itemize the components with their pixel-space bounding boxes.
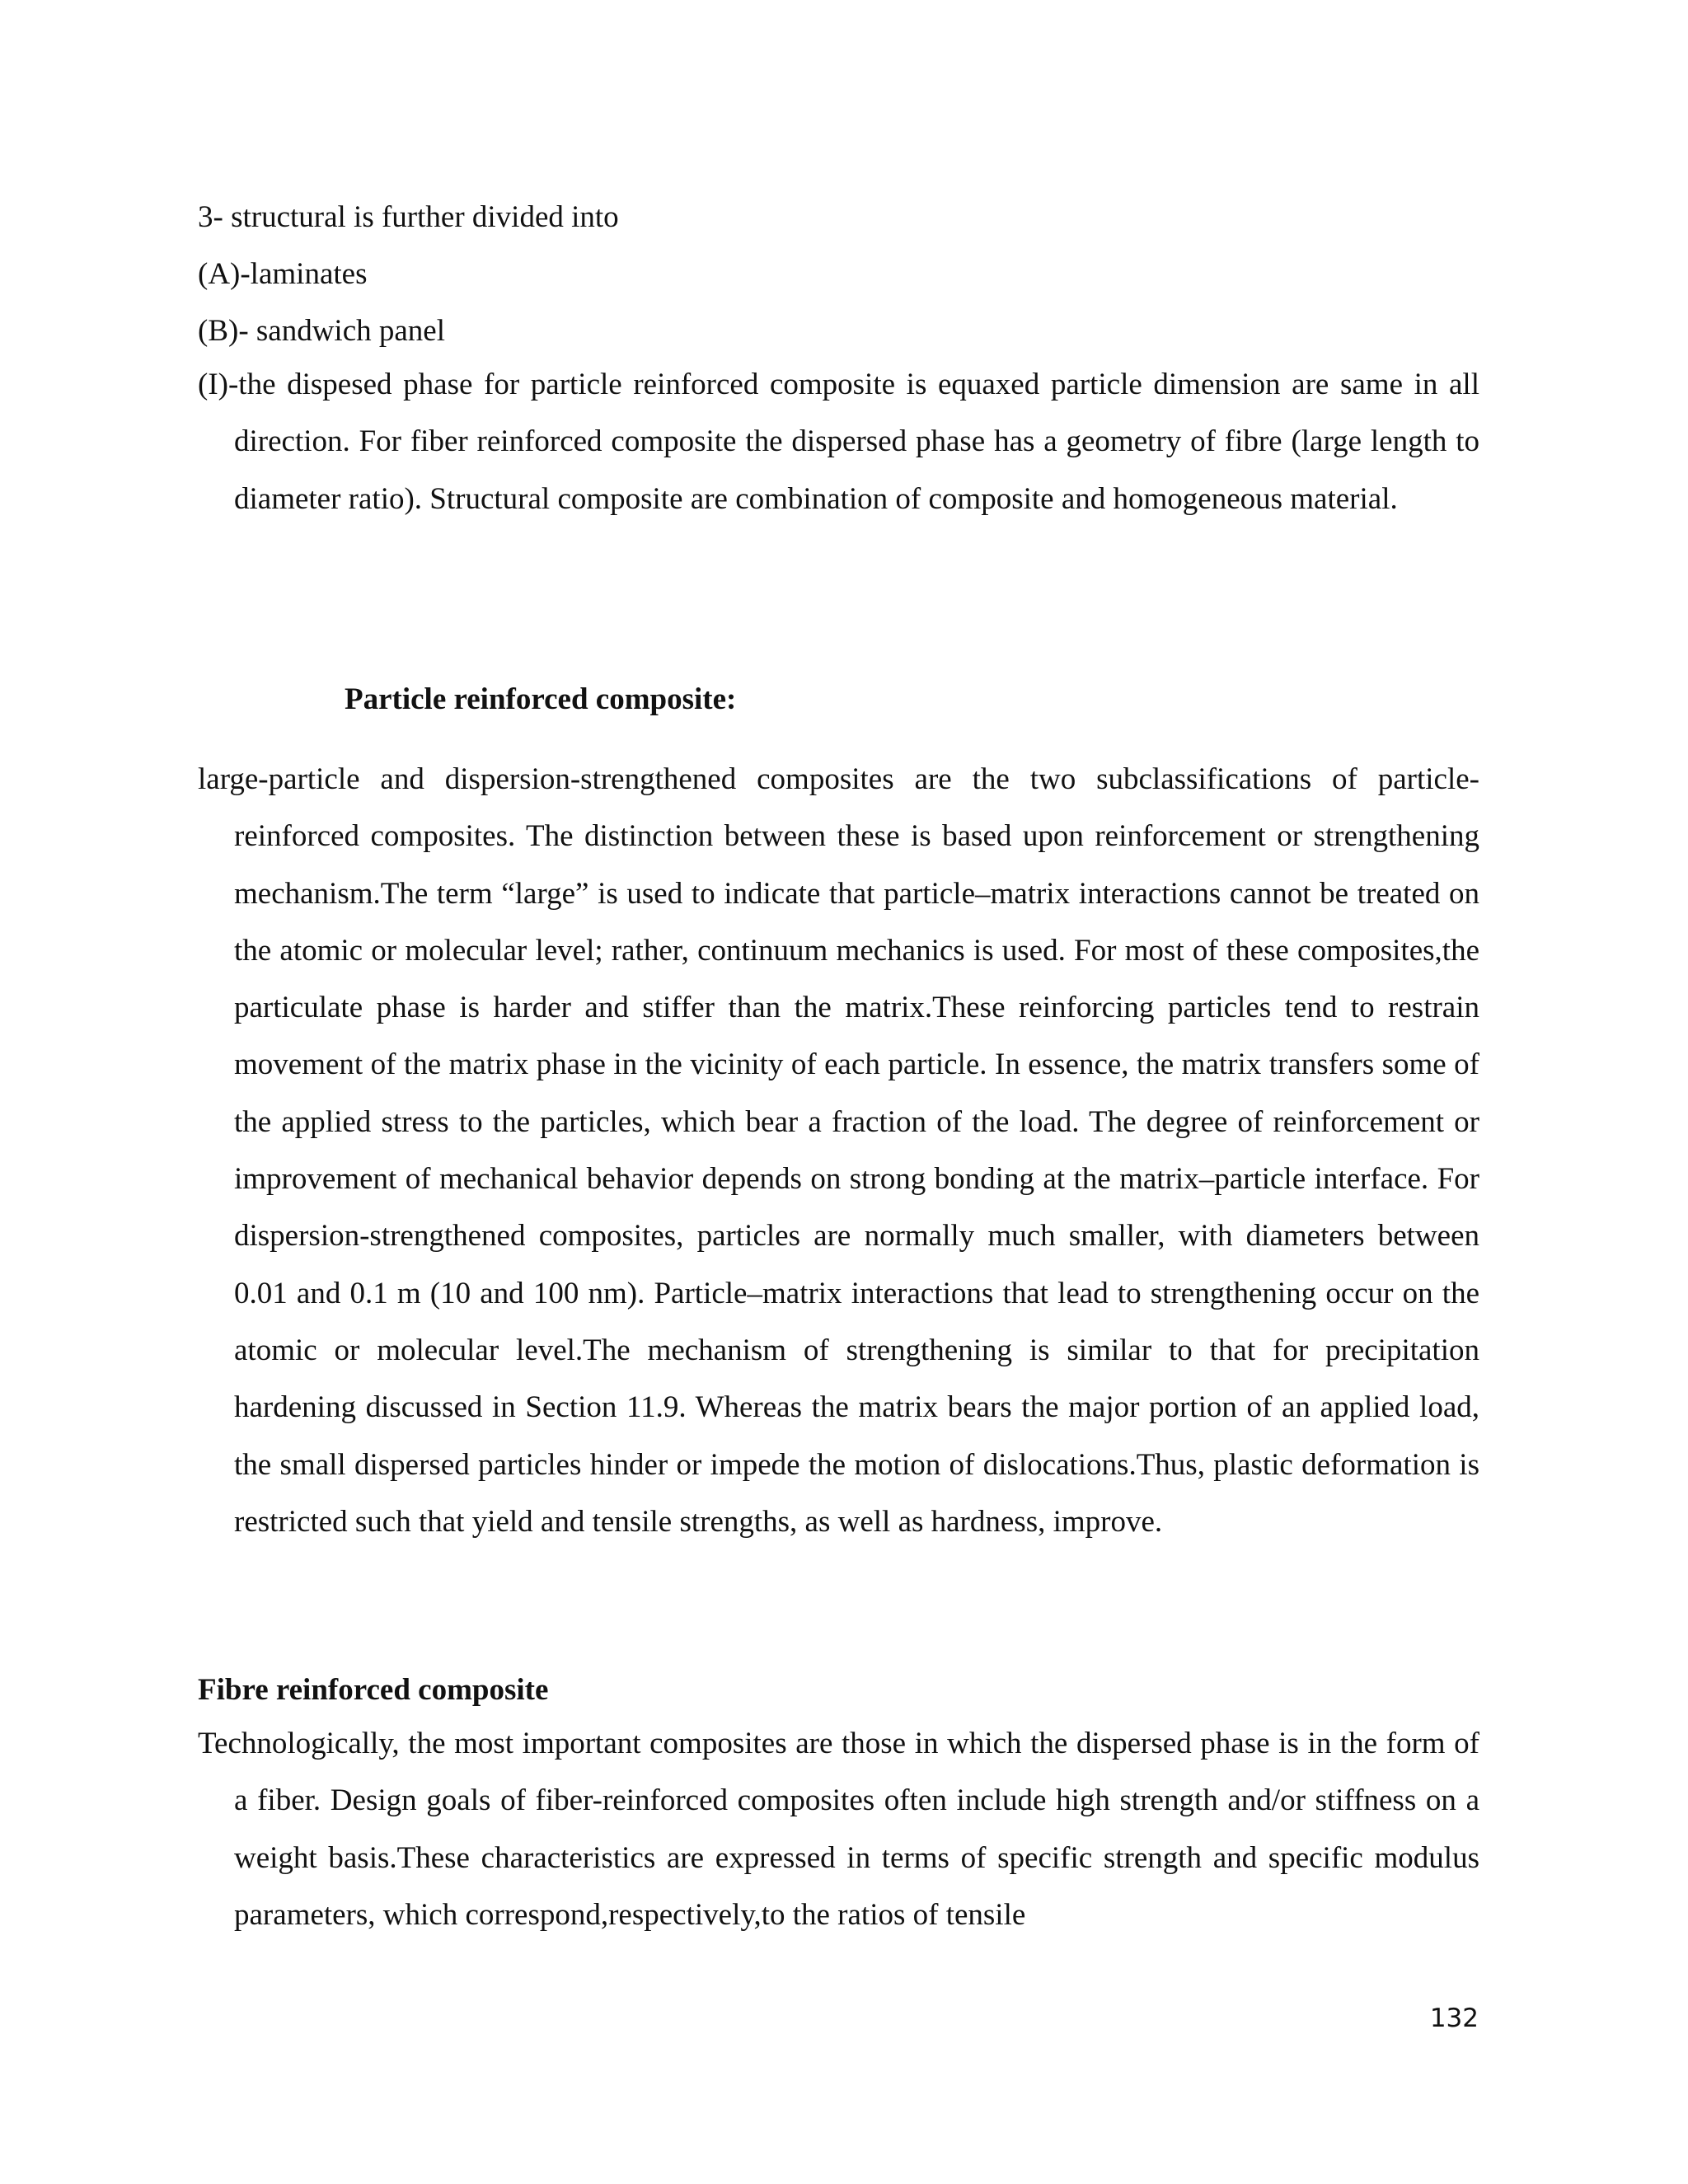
paragraph-dispersed-phase: (I)-the dispesed phase for particle reinforced composite is equaxed particle dimension are same in all direction. For fiber reinforced composite the dispersed phase has a geometry of fibre (large length to diameter ratio). Structural composite are combination of composite and homogeneous material. (198, 368, 1479, 516)
heading-particle-reinforced: Particle reinforced composite: (345, 682, 737, 716)
list-intro: 3- structural is further divided into (198, 200, 619, 234)
paragraph-fibre-reinforced: Technologically, the most important composites are those in which the dispersed phase is in the form of a fiber. Design goals of fiber-reinforced composites often include high strength and/or stiffness on a weight basis.These characteristics are expressed in terms of specific strength and specific modulus parameters, which correspond,respectively,to the ratios of tensile (198, 1727, 1479, 1932)
page-number: 132 (1429, 2004, 1479, 2033)
list-item-laminates: (A)-laminates (198, 257, 368, 291)
heading-fibre-reinforced: Fibre reinforced composite (198, 1673, 549, 1707)
list-item-sandwich-panel: (B)- sandwich panel (198, 314, 446, 348)
paragraph-particle-reinforced: large-particle and dispersion-strengthened composites are the two subclassifications of particle-reinforced composites. The distinction between these is based upon reinforcement or strengthening mechanism.The term “large” is used to indicate that particle–matrix interactions cannot be treated on the atomic or molecular level; rather, continuum mechanics is used. For most of these composites,the particulate phase is harder and stiffer than the matrix.These reinforcing particles tend to restrain movement of the matrix phase in the vicinity of each particle. In essence, the matrix transfers some of the applied stress to the particles, which bear a fraction of the load. The degree of reinforcement or improvement of mechanical behavior depends on strong bonding at the matrix–particle interface. For dispersion-strengthened composites, particles are normally much smaller, with diameters between 0.01 and 0.1 m (10 and 100 nm). Particle–matrix interactions that lead to strengthening occur on the atomic or molecular level.The mechanism of strengthening is similar to that for precipitation hardening discussed in Section 11.9. Whereas the matrix bears the major portion of an applied load, the small dispersed particles hinder or impede the motion of dislocations.Thus, plastic deformation is restricted such that yield and tensile strengths, as well as hardness, improve. (198, 762, 1479, 1539)
